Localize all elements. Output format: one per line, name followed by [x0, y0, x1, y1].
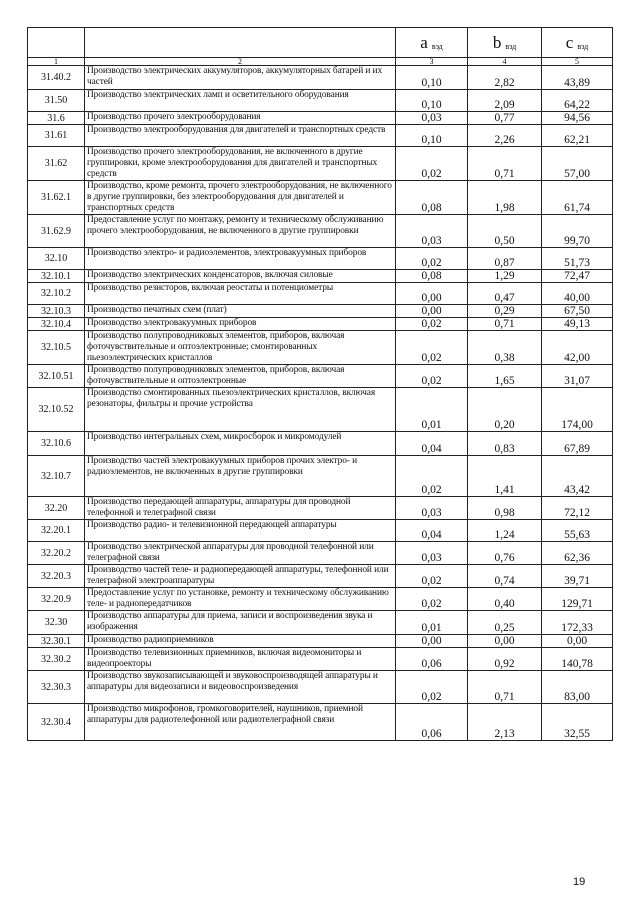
- row-name: Производство резисторов, включая реостаты и потенциометры: [85, 283, 396, 305]
- table-row: [28, 305, 613, 318]
- row-name: Производство радиоприемников: [85, 635, 396, 648]
- header-c-symbol: c: [565, 32, 574, 52]
- row-code: 32.10.7: [28, 456, 85, 497]
- row-value-a: 0,02: [396, 147, 468, 181]
- row-value-b: 0,38: [468, 331, 542, 365]
- table-row: [28, 270, 613, 283]
- row-name: Производство электрооборудования для двигателей и транспортных средств: [85, 125, 396, 147]
- row-name: Производство электрических конденсаторов, включая силовые: [85, 270, 396, 283]
- table-row: [28, 704, 613, 741]
- table-row: [28, 90, 613, 112]
- row-value-c: 67,50: [542, 305, 613, 318]
- column-number-1: 1: [28, 58, 85, 66]
- row-value-c: 57,00: [542, 147, 613, 181]
- row-value-b: 2,82: [468, 66, 542, 90]
- row-value-c: 61,74: [542, 181, 613, 215]
- row-value-c: 94,56: [542, 112, 613, 125]
- table-row: [28, 671, 613, 704]
- row-code: 31.61: [28, 125, 85, 147]
- column-number-2: 2: [85, 58, 396, 66]
- row-value-b: 0,47: [468, 283, 542, 305]
- row-code: 31.40.2: [28, 66, 85, 90]
- row-code: 32.30.2: [28, 648, 85, 671]
- row-code: 32.30.3: [28, 671, 85, 704]
- header-row: [28, 28, 613, 58]
- table-row: [28, 365, 613, 388]
- row-value-b: 1,41: [468, 456, 542, 497]
- table-row: [28, 331, 613, 365]
- row-value-a: 0,02: [396, 318, 468, 331]
- row-value-c: 62,36: [542, 542, 613, 565]
- row-value-c: 0,00: [542, 635, 613, 648]
- table-row: [28, 66, 613, 90]
- row-code: 32.20: [28, 497, 85, 520]
- row-code: 32.10.51: [28, 365, 85, 388]
- row-name: Производство полупроводниковых элементов, приборов, включая фоточувствительные и оптоэлектронные; смонтированных пьезоэлектрических кристаллов: [85, 331, 396, 365]
- row-value-b: 2,26: [468, 125, 542, 147]
- row-name: Производство смонтированных пьезоэлектрических кристаллов, включая резонаторы, фильтры и прочие устройства: [85, 388, 396, 432]
- table-row: [28, 283, 613, 305]
- header-c-subscript: вэд: [577, 41, 589, 51]
- table-row: [28, 181, 613, 215]
- table-row: [28, 497, 613, 520]
- row-code: 32.10.6: [28, 432, 85, 456]
- row-value-c: 129,71: [542, 588, 613, 611]
- table-row: [28, 588, 613, 611]
- row-code: 32.30.1: [28, 635, 85, 648]
- row-code: 32.10.4: [28, 318, 85, 331]
- row-value-b: 0,29: [468, 305, 542, 318]
- row-code: 32.10.3: [28, 305, 85, 318]
- table-row: [28, 248, 613, 270]
- row-code: 32.20.2: [28, 542, 85, 565]
- table-row: [28, 388, 613, 432]
- row-value-c: 72,47: [542, 270, 613, 283]
- row-value-c: 62,21: [542, 125, 613, 147]
- row-value-b: 0,98: [468, 497, 542, 520]
- row-value-c: 51,73: [542, 248, 613, 270]
- row-code: 31.50: [28, 90, 85, 112]
- table-row: [28, 611, 613, 635]
- row-code: 32.20.1: [28, 520, 85, 542]
- row-name: Производство микрофонов, громкоговорителей, наушников, приемной аппаратуры для радиотелефонной или радиотелеграфной связи: [85, 704, 396, 741]
- header-a-subscript: вэд: [431, 41, 443, 51]
- row-name: Производство радио- и телевизионной передающей аппаратуры: [85, 520, 396, 542]
- row-value-a: 0,02: [396, 588, 468, 611]
- row-value-a: 0,03: [396, 215, 468, 248]
- row-name: Производство электрических ламп и осветительного оборудования: [85, 90, 396, 112]
- row-value-b: 0,71: [468, 147, 542, 181]
- table-row: [28, 318, 613, 331]
- row-value-b: 2,13: [468, 704, 542, 741]
- row-code: 31.62.1: [28, 181, 85, 215]
- row-value-c: 49,13: [542, 318, 613, 331]
- row-value-c: 140,78: [542, 648, 613, 671]
- row-value-b: 0,74: [468, 565, 542, 588]
- row-value-a: 0,06: [396, 648, 468, 671]
- row-name: Производство звукозаписывающей и звуковоспроизводящей аппаратуры и аппаратуры для видеозаписи и видеовоспроизведения: [85, 671, 396, 704]
- row-code: 32.30: [28, 611, 85, 635]
- row-value-b: 1,98: [468, 181, 542, 215]
- header-col-code: [28, 28, 85, 58]
- header-col-b: [468, 28, 542, 58]
- row-value-a: 0,04: [396, 520, 468, 542]
- header-col-name: [85, 28, 396, 58]
- table-row: [28, 432, 613, 456]
- row-name: Производство частей теле- и радиопередающей аппаратуры, телефонной или телеграфной электроаппаратуры: [85, 565, 396, 588]
- column-number-3: 3: [396, 58, 468, 66]
- row-value-b: 0,25: [468, 611, 542, 635]
- row-value-a: 0,00: [396, 283, 468, 305]
- row-value-b: 0,76: [468, 542, 542, 565]
- table-row: [28, 565, 613, 588]
- row-name: Предоставление услуг по установке, ремонту и техническому обслуживанию теле- и радиопередатчиков: [85, 588, 396, 611]
- row-value-c: 43,89: [542, 66, 613, 90]
- row-value-a: 0,10: [396, 66, 468, 90]
- row-code: 31.62.9: [28, 215, 85, 248]
- page-number: 19: [573, 876, 586, 888]
- row-name: Производство телевизионных приемников, включая видеомониторы и видеопроекторы: [85, 648, 396, 671]
- row-value-b: 0,40: [468, 588, 542, 611]
- row-name: Производство печатных схем (плат): [85, 305, 396, 318]
- row-value-b: 1,24: [468, 520, 542, 542]
- table-body: [28, 28, 613, 741]
- row-name: Производство частей электровакуумных приборов прочих электро- и радиоэлементов, не включенных в другие группировки: [85, 456, 396, 497]
- row-value-a: 0,02: [396, 248, 468, 270]
- row-value-b: 0,71: [468, 318, 542, 331]
- row-value-a: 0,03: [396, 497, 468, 520]
- row-value-c: 40,00: [542, 283, 613, 305]
- row-code: 32.10.52: [28, 388, 85, 432]
- row-value-c: 172,33: [542, 611, 613, 635]
- row-value-c: 43,42: [542, 456, 613, 497]
- row-code: 31.62: [28, 147, 85, 181]
- row-value-c: 42,00: [542, 331, 613, 365]
- row-value-c: 83,00: [542, 671, 613, 704]
- row-value-a: 0,02: [396, 365, 468, 388]
- row-value-a: 0,02: [396, 456, 468, 497]
- row-value-a: 0,02: [396, 565, 468, 588]
- table-row: [28, 215, 613, 248]
- header-b-symbol: b: [492, 32, 502, 52]
- row-value-a: 0,08: [396, 181, 468, 215]
- column-number-5: 5: [542, 58, 613, 66]
- row-code: 32.30.4: [28, 704, 85, 741]
- row-value-a: 0,02: [396, 331, 468, 365]
- row-value-c: 55,63: [542, 520, 613, 542]
- row-value-a: 0,00: [396, 305, 468, 318]
- row-name: Предоставление услуг по монтажу, ремонту и техническому обслуживанию прочего электрооборудования, не включенного в другие группировки: [85, 215, 396, 248]
- row-value-a: 0,08: [396, 270, 468, 283]
- table-row: [28, 542, 613, 565]
- row-value-b: 0,50: [468, 215, 542, 248]
- row-value-c: 64,22: [542, 90, 613, 112]
- row-code: 32.20.3: [28, 565, 85, 588]
- row-value-a: 0,00: [396, 635, 468, 648]
- row-value-a: 0,01: [396, 611, 468, 635]
- table-row: [28, 520, 613, 542]
- row-value-c: 31,07: [542, 365, 613, 388]
- row-value-c: 72,12: [542, 497, 613, 520]
- table-row: [28, 648, 613, 671]
- row-value-b: 0,83: [468, 432, 542, 456]
- row-value-c: 67,89: [542, 432, 613, 456]
- row-value-a: 0,03: [396, 112, 468, 125]
- header-b-subscript: вэд: [505, 41, 517, 51]
- column-number-4: 4: [468, 58, 542, 66]
- row-value-c: 174,00: [542, 388, 613, 432]
- row-value-a: 0,10: [396, 125, 468, 147]
- row-value-b: 1,29: [468, 270, 542, 283]
- row-code: 32.10.1: [28, 270, 85, 283]
- row-name: Производство электрической аппаратуры для проводной телефонной или телеграфной связи: [85, 542, 396, 565]
- row-value-b: 0,20: [468, 388, 542, 432]
- row-value-a: 0,06: [396, 704, 468, 741]
- row-value-c: 99,70: [542, 215, 613, 248]
- row-name: Производство электрических аккумуляторов, аккумуляторных батарей и их частей: [85, 66, 396, 90]
- header-col-a: [396, 28, 468, 58]
- row-name: Производство электровакуумных приборов: [85, 318, 396, 331]
- row-value-b: 0,92: [468, 648, 542, 671]
- row-value-b: 2,09: [468, 90, 542, 112]
- row-name: Производство, кроме ремонта, прочего электрооборудования, не включенного в другие группировки, без электрооборудования для двигателей и транспортных средств: [85, 181, 396, 215]
- row-value-a: 0,10: [396, 90, 468, 112]
- row-code: 32.10: [28, 248, 85, 270]
- row-value-a: 0,04: [396, 432, 468, 456]
- row-value-b: 0,00: [468, 635, 542, 648]
- table-row: [28, 112, 613, 125]
- row-name: Производство прочего электрооборудования: [85, 112, 396, 125]
- row-value-a: 0,03: [396, 542, 468, 565]
- row-name: Производство полупроводниковых элементов, приборов, включая фоточувствительные и оптоэлектронные: [85, 365, 396, 388]
- table-row: [28, 147, 613, 181]
- row-code: 32.10.2: [28, 283, 85, 305]
- row-code: 31.6: [28, 112, 85, 125]
- table-row: [28, 635, 613, 648]
- column-number-row: [28, 58, 613, 66]
- row-name: Производство передающей аппаратуры, аппаратуры для проводной телефонной и телеграфной связи: [85, 497, 396, 520]
- row-value-a: 0,02: [396, 671, 468, 704]
- row-code: 32.10.5: [28, 331, 85, 365]
- table-row: [28, 456, 613, 497]
- row-value-b: 1,65: [468, 365, 542, 388]
- row-value-b: 0,77: [468, 112, 542, 125]
- row-name: Производство аппаратуры для приема, записи и воспроизведения звука и изображения: [85, 611, 396, 635]
- row-name: Производство прочего электрооборудования, не включенного в другие группировки, кроме электрооборудования для двигателей и транспортных средств: [85, 147, 396, 181]
- row-name: Производство электро- и радиоэлементов, электровакуумных приборов: [85, 248, 396, 270]
- row-value-b: 0,87: [468, 248, 542, 270]
- row-code: 32.20.9: [28, 588, 85, 611]
- row-value-b: 0,71: [468, 671, 542, 704]
- table-row: [28, 125, 613, 147]
- header-a-symbol: a: [420, 32, 428, 52]
- header-col-c: [542, 28, 613, 58]
- coefficients-table: [27, 27, 613, 741]
- row-name: Производство интегральных схем, микросборок и микромодулей: [85, 432, 396, 456]
- row-value-c: 32,55: [542, 704, 613, 741]
- row-value-c: 39,71: [542, 565, 613, 588]
- row-value-a: 0,01: [396, 388, 468, 432]
